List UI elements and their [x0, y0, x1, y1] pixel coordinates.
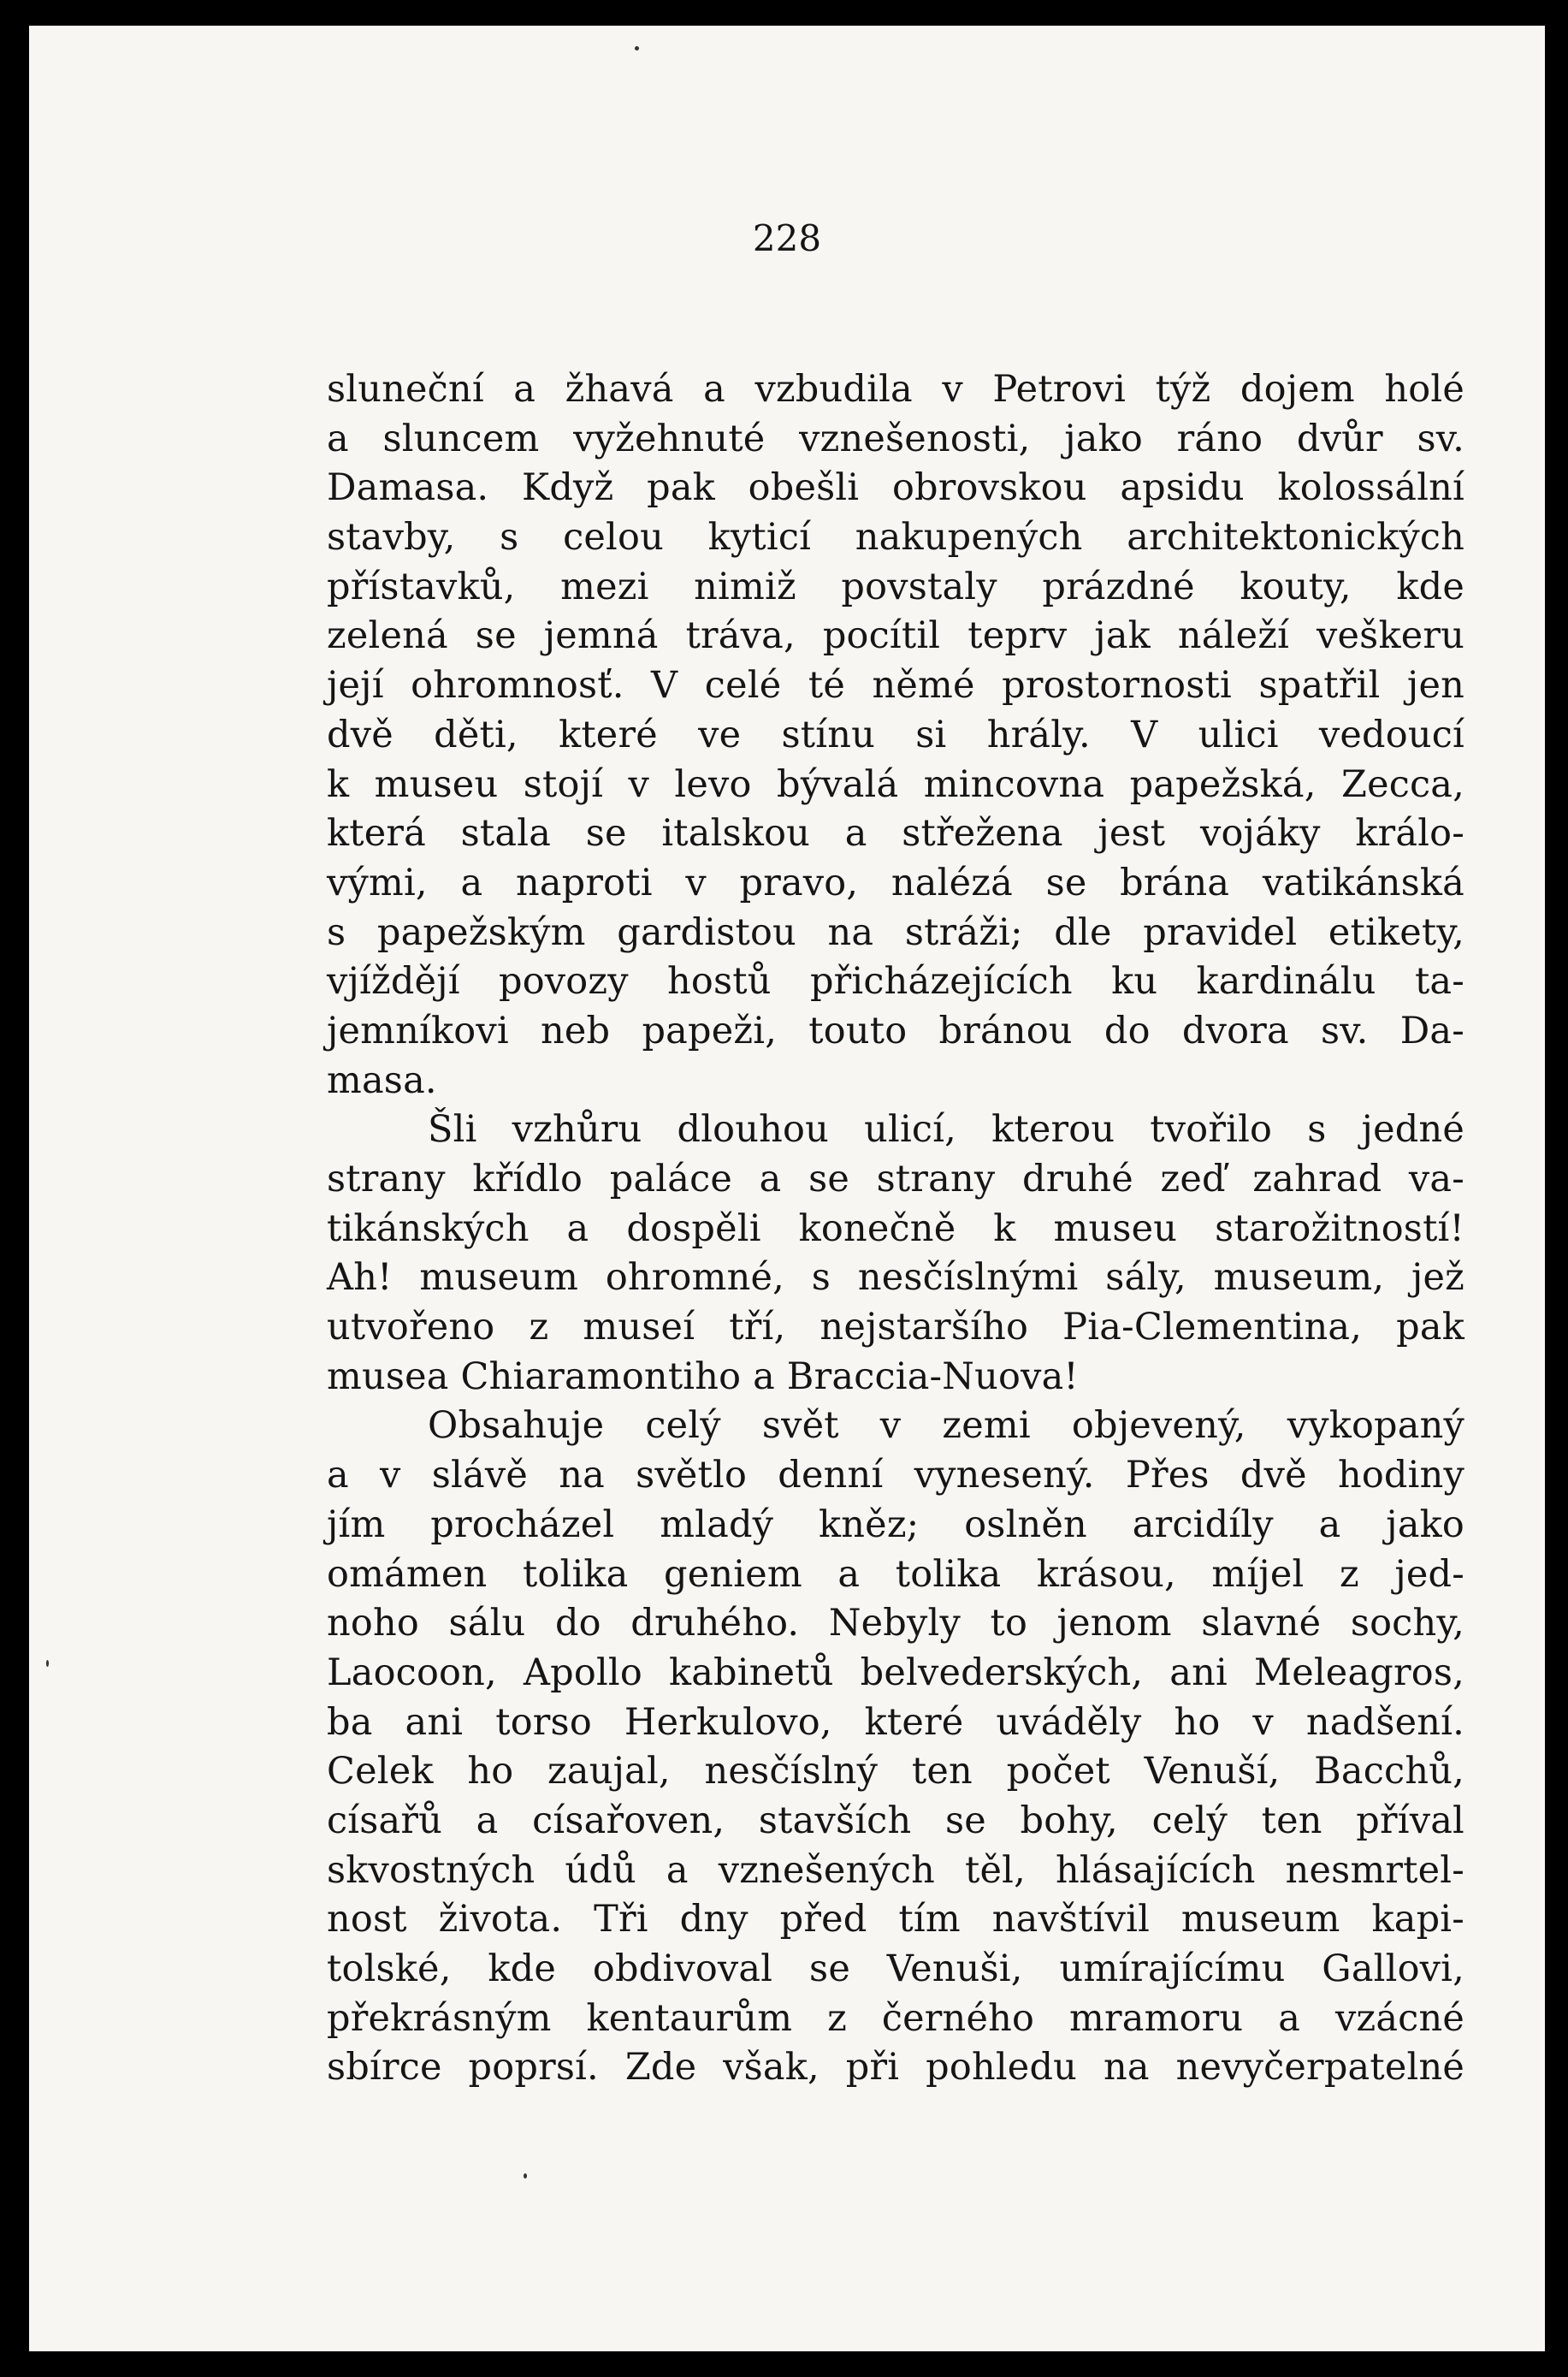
text-line: zelená se jemná tráva, pocítil teprv jak náleží veškeru: [327, 614, 1464, 658]
text-line: nost života. Tři dny před tím navštívil museum kapi-: [327, 1898, 1464, 1941]
text-line: k museu stojí v levo bývalá mincovna papežská, Zecca,: [327, 762, 1464, 806]
text-line: tikánských a dospěli konečně k museu starožitností!: [327, 1206, 1464, 1250]
text-line: jím procházel mladý kněz; oslněn arcidíly a jako: [327, 1503, 1464, 1546]
text-line: noho sálu do druhého. Nebyly to jenom slavné sochy,: [327, 1602, 1464, 1645]
text-line: Obsahuje celý svět v zemi objevený, vykopaný: [428, 1404, 1464, 1448]
text-line: vými, a naproti v pravo, nalézá se brána vatikánská: [327, 861, 1464, 904]
text-line: Ah! museum ohromné, s nesčíslnými sály, museum, jež: [327, 1256, 1464, 1300]
paper-speck: [46, 1660, 49, 1667]
paper-speck: [635, 46, 639, 50]
text-line: Šli vzhůru dlouhou ulicí, kterou tvořilo s jedné: [428, 1108, 1464, 1152]
text-line: stavby, s celou kyticí nakupených architektonických: [327, 516, 1464, 560]
text-line: omámen tolika geniem a tolika krásou, míjel z jed-: [327, 1552, 1464, 1596]
text-line: ba ani torso Herkulovo, které uváděly ho v nadšení.: [327, 1700, 1464, 1744]
text-line: Damasa. Když pak obešli obrovskou apsidu kolossální: [327, 466, 1464, 510]
text-line: utvořeno z museí tří, nejstaršího Pia-Clementina, pak: [327, 1306, 1464, 1349]
text-line: sbírce poprsí. Zde však, při pohledu na nevyčerpatelné: [327, 2046, 1464, 2090]
book-page: [29, 26, 1545, 2351]
page-number: 228: [752, 217, 822, 259]
text-line: skvostných údů a vznešených těl, hlásajících nesmrtel-: [327, 1848, 1464, 1892]
text-line: která stala se italskou a střežena jest vojáky králo-: [327, 812, 1464, 856]
text-line: Celek ho zaujal, nesčíslný ten počet Venuší, Bacchů,: [327, 1750, 1464, 1793]
text-line: strany křídlo paláce a se strany druhé zeď zahrad va-: [327, 1158, 1464, 1200]
text-line: přístavků, mezi nimiž povstaly prázdné kouty, kde: [327, 565, 1464, 608]
text-line: překrásným kentaurům z černého mramoru a vzácné: [327, 1996, 1464, 2040]
body-text: [327, 365, 1464, 2093]
text-line: a sluncem vyžehnuté vznešenosti, jako ráno dvůr sv.: [327, 417, 1464, 460]
text-line: jemníkovi neb papeži, touto bránou do dvora sv. Da-: [327, 1009, 1464, 1052]
text-line: s papežským gardistou na stráži; dle pravidel etikety,: [327, 910, 1464, 954]
text-line: císařů a císařoven, stavších se bohy, celý ten příval: [327, 1799, 1464, 1842]
text-line: a v slávě na světlo denní vynesený. Přes dvě hodiny: [327, 1454, 1464, 1497]
text-line: musea Chiaramontiho a Braccia-Nuova!: [327, 1354, 1079, 1398]
text-line: dvě děti, které ve stínu si hrály. V ulici vedoucí: [327, 713, 1464, 756]
paper-speck: [524, 2173, 527, 2178]
text-line: tolské, kde obdivoval se Venuši, umírajícímu Gallovi,: [327, 1947, 1464, 1990]
text-line: její ohromnosť. V celé té němé prostornosti spatřil jen: [327, 664, 1464, 708]
text-line: sluneční a žhavá a vzbudila v Petrovi týž dojem holé: [327, 368, 1464, 411]
text-line: masa.: [327, 1058, 437, 1102]
text-line: vjíždějí povozy hostů přicházejících ku kardinálu ta-: [327, 960, 1464, 1004]
text-line: Laocoon, Apollo kabinetů belvederských, ani Meleagros,: [327, 1651, 1464, 1694]
